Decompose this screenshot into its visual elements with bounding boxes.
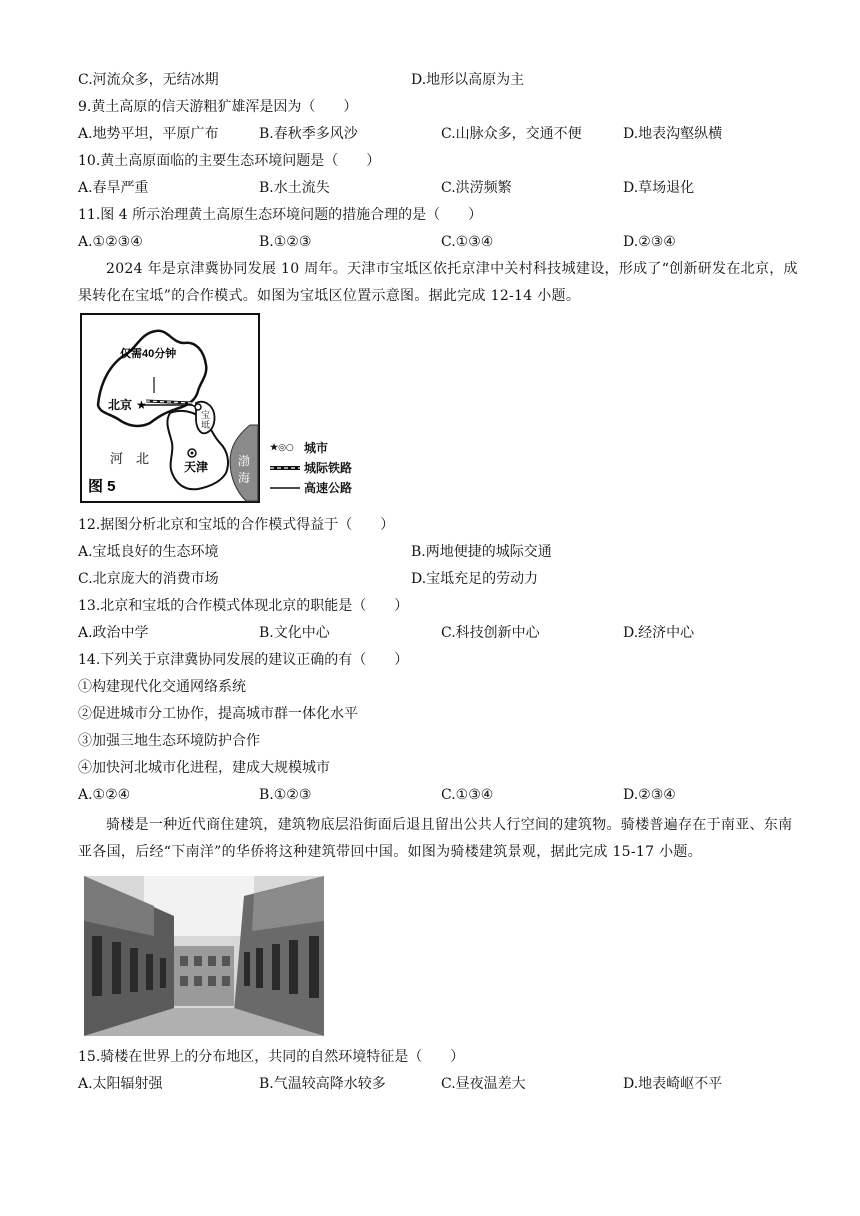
q10-option-c: C.洪涝频繁 [441, 180, 512, 196]
q10-option-b: B.水土流失 [259, 180, 330, 196]
map-legend [270, 439, 370, 499]
map-label-beijing: 北京 [108, 398, 133, 412]
q14-stem: 14.下列关于京津冀协同发展的建议正确的有（ ） [78, 652, 409, 668]
q14-item-3: ③加强三地生态环境防护合作 [78, 733, 260, 749]
q11-option-c: C.①③④ [441, 234, 494, 250]
q14-item-4: ④加快河北城市化进程，建成大规模城市 [78, 760, 330, 776]
q12-option-d: D.宝坻充足的劳动力 [411, 571, 539, 587]
q15-option-c: C.昼夜温差大 [441, 1076, 526, 1092]
q15-option-d: D.地表崎岖不平 [623, 1076, 723, 1092]
q10-stem: 10.黄土高原面临的主要生态环境问题是（ ） [78, 153, 381, 169]
q15-stem: 15.骑楼在世界上的分布地区，共同的自然环境特征是（ ） [78, 1049, 465, 1065]
q13-option-a: A.政治中学 [78, 625, 149, 641]
legend-label-city: 城市 [304, 440, 329, 455]
q12-option-b: B.两地便捷的城际交通 [411, 544, 552, 560]
q9-option-c: C.山脉众多，交通不便 [441, 126, 582, 142]
q9-option-b: B.春秋季多风沙 [259, 126, 358, 142]
q8-option-c: C.河流众多，无结冰期 [78, 72, 219, 88]
qilou-photo-illustration [84, 876, 324, 1036]
figure-label: 图 5 [88, 478, 116, 495]
passage-jingjinji: 2024 年是京津冀协同发展 10 周年。天津市宝坻区依托京津中关村科技城建设，形成了“创新研发在北京，成果转化在宝坻”的合作模式。如图为宝坻区位置示意图。据此完成 12-14 小题。 [78, 261, 798, 304]
q9-stem: 9.黄土高原的信天游粗犷雄浑是因为（ ） [78, 99, 358, 115]
q10-option-a: A.春旱严重 [78, 180, 149, 196]
legend-row-city [270, 439, 328, 455]
q11-option-b: B.①②③ [259, 234, 312, 250]
highway-line-icon [270, 480, 300, 496]
map-label-hebei: 河 北 [110, 451, 150, 466]
q14-option-c: C.①③④ [441, 787, 494, 803]
q14-option-d: D.②③④ [623, 787, 676, 803]
legend-row-rail [270, 459, 352, 475]
q15-option-a: A.太阳辐射强 [78, 1076, 163, 1092]
passage-qilou: 骑楼是一种近代商住建筑，建筑物底层沿街面后退且留出公共人行空间的建筑物。骑楼普遍存在于南亚、东南亚各国，后经“下南洋”的华侨将这种建筑带回中国。如图为骑楼建筑景观，据此完成 15-17 小题。 [78, 817, 793, 860]
q11-option-a: A.①②③④ [78, 234, 143, 250]
qilou-street-photo [84, 876, 324, 1036]
figure-5-map [80, 313, 370, 505]
q13-stem: 13.北京和宝坻的合作模式体现北京的职能是（ ） [78, 598, 409, 614]
map-label-baodi: 宝坻 [201, 410, 211, 430]
q9-option-a: A.地势平坦，平原广布 [78, 126, 219, 142]
q13-option-d: D.经济中心 [623, 625, 695, 641]
q13-option-b: B.文化中心 [259, 625, 330, 641]
q14-item-2: ②促进城市分工协作，提高城市群一体化水平 [78, 706, 358, 722]
city-symbol-icon: ★◎○ [270, 442, 294, 453]
legend-row-road [270, 479, 352, 495]
q14-item-1: ①构建现代化交通网络系统 [78, 679, 246, 695]
legend-label-road: 高速公路 [304, 480, 353, 495]
map-label-bohai: 渤海 [238, 454, 251, 485]
q11-option-d: D.②③④ [623, 234, 676, 250]
q12-option-a: A.宝坻良好的生态环境 [78, 544, 219, 560]
q12-option-c: C.北京庞大的消费市场 [78, 571, 219, 587]
map-label-tianjin: 天津 [184, 460, 209, 474]
q10-option-d: D.草场退化 [623, 180, 695, 196]
beijing-star-icon: ★ [136, 398, 147, 412]
legend-label-rail: 城际铁路 [304, 460, 353, 475]
q14-option-a: A.①②④ [78, 787, 131, 803]
rail-line-icon [270, 460, 300, 476]
q8-option-d: D.地形以高原为主 [411, 72, 525, 88]
q14-option-b: B.①②③ [259, 787, 312, 803]
q13-option-c: C.科技创新中心 [441, 625, 540, 641]
map-label-time: 仅需40分钟 [120, 348, 177, 360]
q9-option-d: D.地表沟壑纵横 [623, 126, 723, 142]
q11-stem: 11.图 4 所示治理黄土高原生态环境问题的措施合理的是（ ） [78, 207, 483, 223]
q12-stem: 12.据图分析北京和宝坻的合作模式得益于（ ） [78, 517, 395, 533]
q15-option-b: B.气温较高降水较多 [259, 1076, 386, 1092]
